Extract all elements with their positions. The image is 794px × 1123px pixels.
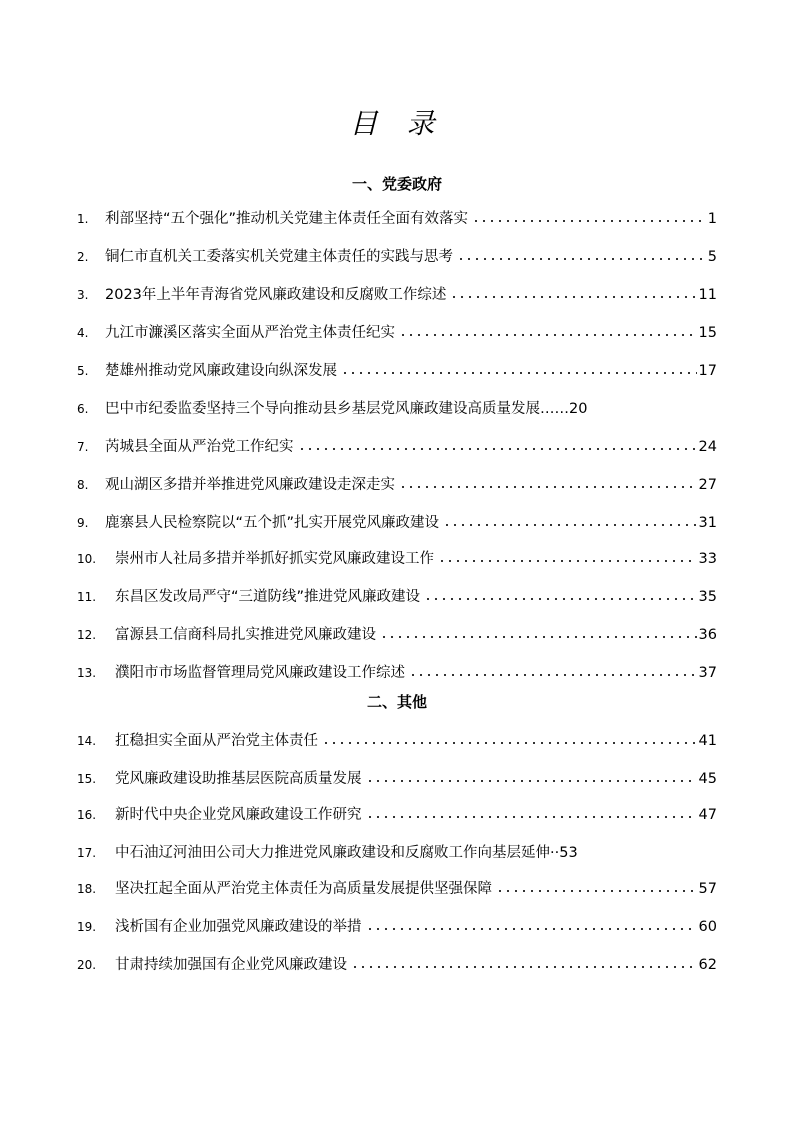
- entry-title: 楚雄州推动党风廉政建设向纵深发展: [105, 363, 337, 379]
- dot-leader: [366, 924, 697, 934]
- dot-leader: [409, 670, 697, 680]
- entry-page-number: 41: [698, 733, 717, 749]
- entry-title: 新时代中央企业党风廉政建设工作研究: [115, 807, 362, 823]
- entry-title: 党风廉政建设助推基层医院高质量发展: [115, 771, 362, 787]
- toc-entry-1[interactable]: [77, 206, 717, 232]
- entry-title: 中石油辽河油田公司大力推进党风廉政建设和反腐败工作向基层延伸··: [115, 845, 560, 861]
- entry-number: 5.: [77, 364, 89, 378]
- entry-page-number: 62: [698, 957, 717, 973]
- entry-page-number: 1: [707, 211, 717, 227]
- entry-title: 九江市濂溪区落实全面从严治党主体责任纪实: [105, 325, 395, 341]
- toc-entry-11[interactable]: [77, 584, 717, 610]
- entry-page-number: 15: [698, 325, 717, 341]
- toc-entry-5[interactable]: [77, 358, 717, 384]
- dot-leader: [366, 776, 697, 786]
- entry-number: 18.: [77, 882, 97, 896]
- entry-number: 14.: [77, 734, 97, 748]
- entry-number: 11.: [77, 590, 97, 604]
- entry-number: 13.: [77, 666, 97, 680]
- entry-number: 7.: [77, 440, 89, 454]
- entry-page-number: 17: [698, 363, 717, 379]
- entry-number: 12.: [77, 628, 97, 642]
- entry-number: 4.: [77, 326, 89, 340]
- entry-number: 8.: [77, 478, 89, 492]
- entry-number: 6.: [77, 402, 89, 416]
- toc-entry-8[interactable]: [77, 472, 717, 498]
- entry-number: 1.: [77, 212, 89, 226]
- entry-page-number: 31: [698, 515, 717, 531]
- dot-leader: [380, 632, 697, 642]
- toc-entry-4[interactable]: [77, 320, 717, 346]
- entry-number: 3.: [77, 288, 89, 302]
- toc-entry-2[interactable]: [77, 244, 717, 270]
- section-heading-2: 二、其他: [366, 693, 427, 711]
- toc-entry-12[interactable]: [77, 622, 717, 648]
- entry-title: 观山湖区多措并举推进党风廉政建设走深走实: [105, 477, 395, 493]
- entry-title: 濮阳市市场监督管理局党风廉政建设工作综述: [115, 665, 405, 681]
- entry-page-number: 36: [698, 627, 717, 643]
- entry-title: 甘肃持续加强国有企业党风廉政建设: [115, 957, 347, 973]
- entry-title: 富源县工信商科局扎实推进党风廉政建设: [115, 627, 376, 643]
- entry-page-number: 60: [698, 919, 717, 935]
- dot-leader: [496, 886, 697, 896]
- entry-page-number: 5: [707, 249, 717, 265]
- dot-leader: [366, 812, 697, 822]
- entry-page-number: 27: [698, 477, 717, 493]
- entry-number: 2.: [77, 250, 89, 264]
- toc-entry-20[interactable]: [77, 952, 717, 978]
- entry-page-number: 45: [698, 771, 717, 787]
- entry-title: 利部坚持“五个强化”推动机关党建主体责任全面有效落实: [105, 211, 469, 227]
- entry-title: 坚决扛起全面从严治党主体责任为高质量发展提供坚强保障: [115, 881, 492, 897]
- entry-title: 芮城县全面从严治党工作纪实: [105, 439, 294, 455]
- entry-page-number: 20: [569, 401, 588, 417]
- toc-entry-6[interactable]: [77, 396, 717, 422]
- dot-leader: [399, 330, 697, 340]
- entry-title: 铜仁市直机关工委落实机关党建主体责任的实践与思考: [105, 249, 453, 265]
- entry-page-number: 35: [698, 589, 717, 605]
- toc-entry-9[interactable]: [77, 510, 717, 536]
- entry-title: 巴中市纪委监委坚持三个导向推动县乡基层党风廉政建设高质量发展……: [105, 401, 569, 417]
- dot-leader: [450, 292, 696, 302]
- toc-entry-10[interactable]: [77, 546, 717, 572]
- toc-entry-13[interactable]: [77, 660, 717, 686]
- entry-page-number: 37: [698, 665, 717, 681]
- toc-entry-7[interactable]: [77, 434, 717, 460]
- toc-entry-19[interactable]: [77, 914, 717, 940]
- entry-title: 东昌区发改局严守“三道防线”推进党风廉政建设: [115, 589, 421, 605]
- dot-leader: [443, 520, 697, 530]
- entry-page-number: 53: [559, 845, 578, 861]
- dot-leader: [472, 216, 706, 226]
- page-title: 目 录: [349, 107, 445, 140]
- entry-number: 16.: [77, 808, 97, 822]
- entry-title: 2023年上半年青海省党风廉政建设和反腐败工作综述: [105, 287, 447, 303]
- toc-entry-3[interactable]: [77, 282, 717, 308]
- entry-title: 扛稳担实全面从严治党主体责任: [115, 733, 318, 749]
- dot-leader: [438, 556, 697, 566]
- dot-leader: [322, 738, 697, 748]
- dot-leader: [457, 254, 706, 264]
- entry-number: 9.: [77, 516, 89, 530]
- toc-entry-18[interactable]: [77, 876, 717, 902]
- entry-page-number: 24: [698, 439, 717, 455]
- toc-entry-15[interactable]: [77, 766, 717, 792]
- toc-entry-16[interactable]: [77, 802, 717, 828]
- entry-page-number: 11: [698, 287, 717, 303]
- toc-entry-14[interactable]: [77, 728, 717, 754]
- entry-number: 19.: [77, 920, 97, 934]
- entry-number: 17.: [77, 846, 97, 860]
- entry-page-number: 47: [698, 807, 717, 823]
- section-heading-1: 一、党委政府: [351, 175, 442, 193]
- dot-leader: [341, 368, 697, 378]
- dot-leader: [424, 594, 697, 604]
- entry-number: 20.: [77, 958, 97, 972]
- entry-page-number: 57: [698, 881, 717, 897]
- entry-title: 浅析国有企业加强党风廉政建设的举措: [115, 919, 362, 935]
- toc-entry-17[interactable]: [77, 840, 717, 866]
- entry-page-number: 33: [698, 551, 717, 567]
- dot-leader: [351, 962, 697, 972]
- entry-number: 10.: [77, 552, 97, 566]
- dot-leader: [399, 482, 697, 492]
- entry-number: 15.: [77, 772, 97, 786]
- entry-title: 崇州市人社局多措并举抓好抓实党风廉政建设工作: [115, 551, 434, 567]
- dot-leader: [298, 444, 697, 454]
- entry-title: 鹿寨县人民检察院以“五个抓”扎实开展党风廉政建设: [105, 515, 440, 531]
